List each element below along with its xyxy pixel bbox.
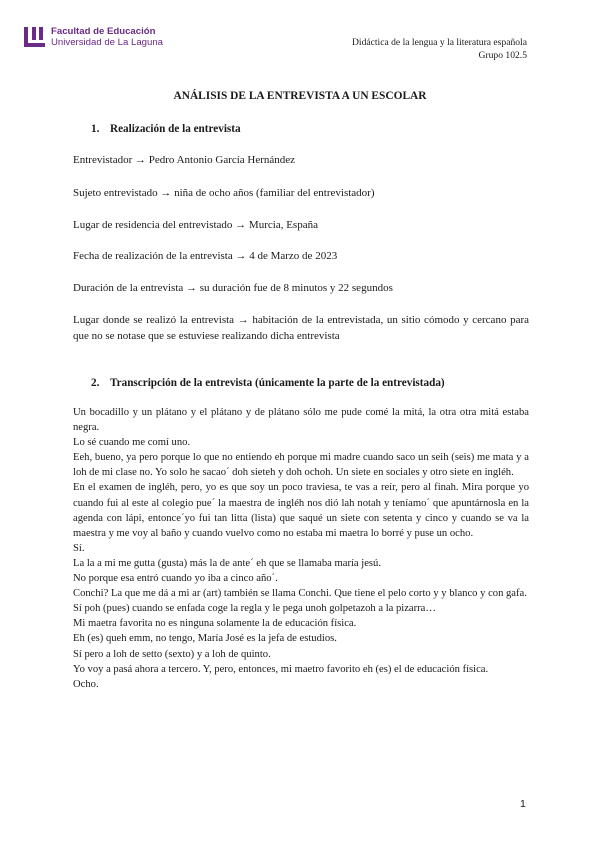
transcript-line: Eh (es) queh emm, no tengo, María José es la jefa de estudios. <box>73 633 337 645</box>
university-logo <box>24 26 163 48</box>
interviewer-line: Entrevistador → Pedro Antonio García Hernández <box>73 154 296 166</box>
location-paragraph: Lugar donde se realizó la entrevista → habitación de la entrevistada, un sitio cómodo y cercano para que no se notase que se estuviese realizando dicha entrevista <box>73 314 529 342</box>
group-name: Grupo 102.5 <box>478 50 527 61</box>
page-header <box>352 36 527 62</box>
date-line: Fecha de realización de la entrevista → 4 de Marzo de 2023 <box>73 250 338 262</box>
transcription <box>73 405 529 692</box>
section-heading-1 <box>91 123 241 135</box>
section-title: Realización de la entrevista <box>110 123 241 135</box>
subject-line: Sujeto entrevistado → niña de ocho años (familiar del entrevistador) <box>73 187 375 199</box>
transcript-line: Yo voy a pasá ahora a tercero. Y, pero, entonces, mi maetro favorito eh (es) el de educación física. <box>73 663 489 675</box>
faculty-name: Facultad de Educación <box>51 26 156 37</box>
ull-logo-icon <box>24 27 45 47</box>
university-name: Universidad de La Laguna <box>51 37 164 48</box>
section-title: Transcripción de la entrevista (únicamente la parte de la entrevistada) <box>110 377 445 389</box>
transcript-line: Conchi? La que me dá a mi ar (art) también se llama Conchi. Que tiene el pelo corto y y blanco y con gafa. <box>73 588 527 600</box>
transcript-line: Sí pero a loh de setto (sexto) y a loh de quinto. <box>73 648 271 660</box>
transcript-line: Un bocadillo y un plátano y el plátano y de plátano sólo me pude comé la mitá, la otra otra mitá estaba negra. <box>73 407 529 434</box>
document-title: ANÁLISIS DE LA ENTREVISTA A UN ESCOLAR <box>173 90 427 102</box>
residence-line: Lugar de residencia del entrevistado → Murcia, España <box>73 219 318 231</box>
section-heading-2 <box>91 377 445 389</box>
transcript-line: Ocho. <box>73 678 99 690</box>
transcript-line: Eeh, bueno, ya pero porque lo que no entiendo eh porque mi madre cuando saco un seih (seis) me mata y a loh de mi clase no. Yo solo he sacao´ doh sieteh y doh ochoh. Un siete en sociales y otro siete en ingléh. <box>73 452 529 479</box>
logo-text <box>51 26 163 48</box>
section-number: 2. <box>91 377 100 389</box>
transcript-line: Sí poh (pues) cuando se enfada coge la regla y le pega unoh golpetazoh a la pizarra… <box>73 603 436 615</box>
duration-line: Duración de la entrevista → su duración fue de 8 minutos y 22 segundos <box>73 282 393 294</box>
transcript-line: Sí. <box>73 542 85 554</box>
transcript-line: En el examen de ingléh, pero, yo es que soy un poco traviesa, te vas a reír, pero al finah. Mira porque yo cuando fui al este al colegio pue´ la maestra de ingléh nos dió lah notah y teníamo´ que apuntárnosla en la agenda con lápi, entonce´yo fui tan litta (lista) que saqué un siete con setenta y cinco y cuando se va la maestra y me voy al baño y cuando vuelvo como no estaba mi maetra lo borré y puse un ocho. <box>73 482 529 539</box>
course-name: Didáctica de la lengua y la literatura española <box>351 37 527 48</box>
transcript-line: Mi maetra favorita no es ninguna solamente la de educación física. <box>73 618 357 630</box>
page-number: 1 <box>520 798 526 810</box>
transcript-line: No porque esa entró cuando yo iba a cinco año´. <box>73 573 278 585</box>
transcript-line: Lo sé cuando me comí uno. <box>73 437 191 449</box>
section-number: 1. <box>91 123 100 135</box>
transcript-line: La la a mi me gutta (gusta) más la de ante´ eh que se llamaba maría jesú. <box>73 557 381 569</box>
